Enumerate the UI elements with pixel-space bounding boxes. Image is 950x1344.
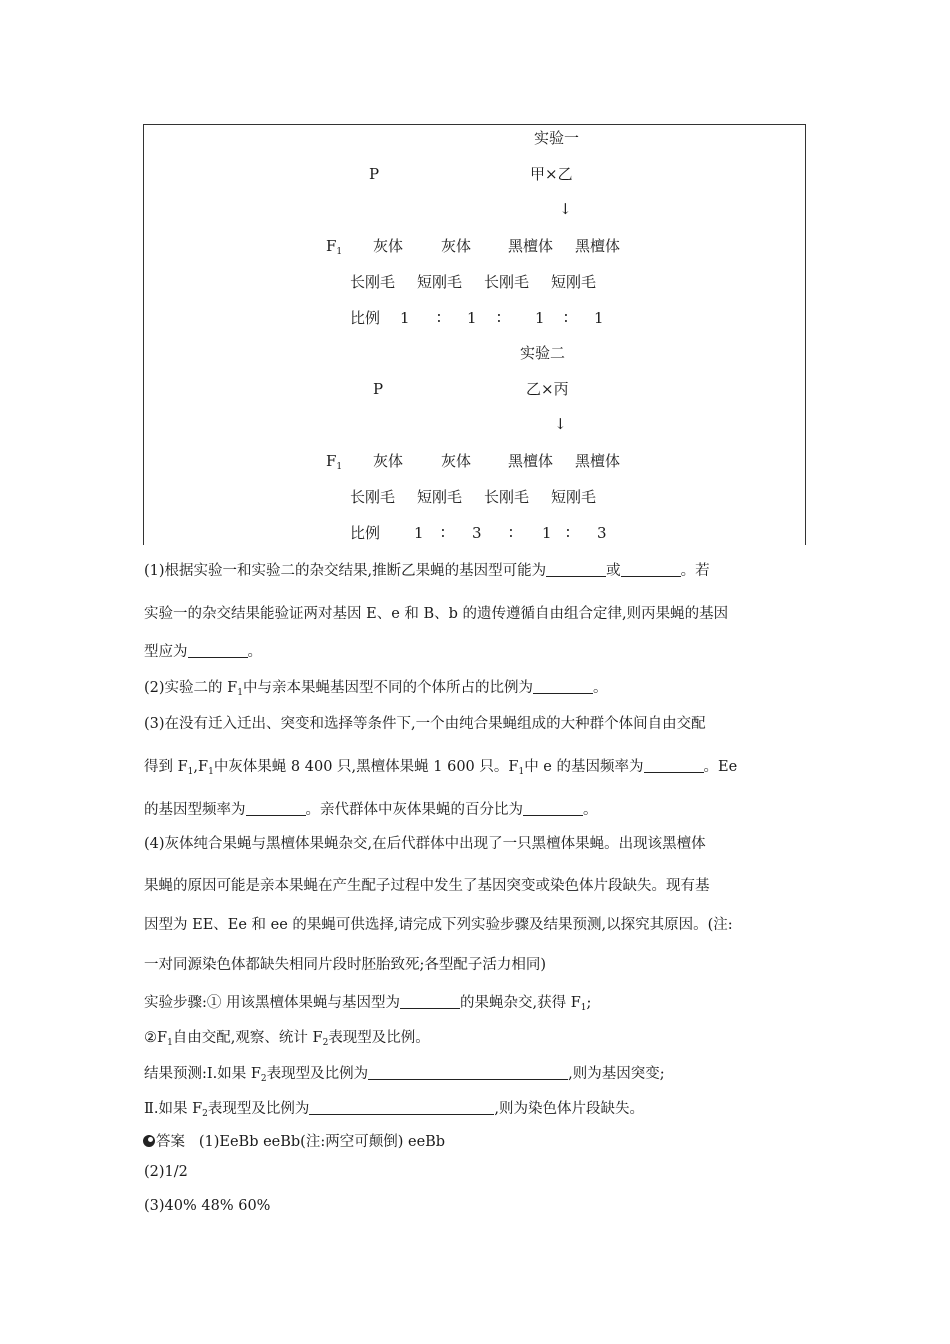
exp1-colon-3: ∶ <box>564 309 568 327</box>
question-2: (2)实验二的 $F_1$中与亲本果蝇基因型不同的个体所占的比例为 。 <box>144 680 608 698</box>
experiment-step-1: 实验步骤:① 用该黑檀体果蝇与基因型为 的果蝇杂交,获得 $F_1$; <box>144 995 592 1013</box>
exp2-ratio-2: 3 <box>472 524 482 542</box>
answer-3: (3)40% 48% 60% <box>144 1198 271 1214</box>
exp1-ratio-1: 1 <box>400 309 410 327</box>
exp1-bristle-3: 长刚毛 <box>484 273 530 291</box>
question-3-line-2: 得到 $F_1,F_1$中灰体果蝇 8 400 只,黑檀体果蝇 1 600 只。$F_1$中 e 的基因频率为 。Ee <box>144 759 738 777</box>
exp2-bristle-1: 长刚毛 <box>350 488 396 506</box>
answer-blank[interactable] <box>400 994 460 1009</box>
question-4-line-1: (4)灰体纯合果蝇与黑檀体果蝇杂交,在后代群体中出现了一只黑檀体果蝇。出现该黑檀体 <box>144 836 706 852</box>
exp2-ratio-4: 3 <box>597 524 607 542</box>
exp1-bristle-4: 短刚毛 <box>551 273 597 291</box>
question-3-line-1: (3)在没有迁入迁出、突变和选择等条件下,一个由纯合果蝇组成的大种群个体间自由交配 <box>144 716 706 732</box>
answer-blank[interactable] <box>368 1065 568 1080</box>
prediction-2: Ⅱ.如果 $F_2$表现型及比例为 ,则为染色体片段缺失。 <box>144 1101 644 1119</box>
exp1-bristle-1: 长刚毛 <box>350 273 396 291</box>
exp1-body-3: 黑檀体 <box>508 237 554 255</box>
exp1-cross: 甲×乙 <box>530 165 573 183</box>
answer-1: (1)EeBb eeBb(注:两空可颠倒) eeBb <box>198 1134 446 1150</box>
answer-label: 答案 <box>156 1134 185 1150</box>
answer-blank[interactable] <box>621 562 681 577</box>
answer-blank[interactable] <box>533 679 593 694</box>
exp2-body-4: 黑檀体 <box>575 452 621 470</box>
exp2-body-1: 灰体 <box>373 452 404 470</box>
answer-blank[interactable] <box>309 1100 494 1115</box>
exp1-bristle-2: 短刚毛 <box>417 273 463 291</box>
experiment-step-2: $②F_1$自由交配,观察、统计 $F_2$表现型及比例。 <box>144 1030 430 1048</box>
exp1-colon-2: ∶ <box>497 309 501 327</box>
exp1-colon-1: ∶ <box>437 309 441 327</box>
exp2-colon-3: ∶ <box>566 524 570 542</box>
exp1-p-label: P <box>369 165 380 183</box>
answer-blank[interactable] <box>546 562 606 577</box>
answer-icon <box>143 1135 155 1147</box>
answer-line-1 <box>143 1132 445 1152</box>
exp1-ratio-2: 1 <box>467 309 477 327</box>
question-1-line-1: (1)根据实验一和实验二的杂交结果,推断乙果蝇的基因型可能为 或 。若 <box>144 563 710 579</box>
exp2-ratio-label: 比例 <box>350 524 381 542</box>
exp2-ratio-1: 1 <box>414 524 424 542</box>
exp1-body-1: 灰体 <box>373 237 404 255</box>
exp2-colon-2: ∶ <box>509 524 513 542</box>
exp1-body-2: 灰体 <box>441 237 472 255</box>
exp2-colon-1: ∶ <box>441 524 445 542</box>
exp1-ratio-4: 1 <box>594 309 604 327</box>
exp2-body-3: 黑檀体 <box>508 452 554 470</box>
exp2-bristle-3: 长刚毛 <box>484 488 530 506</box>
prediction-1: 结果预测:Ⅰ.如果 $F_2$表现型及比例为 ,则为基因突变; <box>144 1066 665 1084</box>
question-4-line-3: 因型为 EE、Ee 和 ee 的果蝇可供选择,请完成下列实验步骤及结果预测,以探究其原因。(注: <box>144 917 733 933</box>
exp2-body-2: 灰体 <box>441 452 472 470</box>
question-1-line-2: 实验一的杂交结果能验证两对基因 E、e 和 B、b 的遗传遵循自由组合定律,则丙果蝇的基因 <box>144 606 729 622</box>
exp2-f1-label: $F_1$ <box>326 452 343 472</box>
exp2-bristle-4: 短刚毛 <box>551 488 597 506</box>
answer-blank[interactable] <box>644 758 704 773</box>
exp1-arrow: ↓ <box>559 200 572 218</box>
exp1-f1-label: $F_1$ <box>326 237 343 257</box>
exp1-body-4: 黑檀体 <box>575 237 621 255</box>
exp1-title: 实验一 <box>534 129 580 147</box>
question-4-line-2: 果蝇的原因可能是亲本果蝇在产生配子过程中发生了基因突变或染色体片段缺失。现有基 <box>144 878 710 894</box>
answer-blank[interactable] <box>246 801 306 816</box>
exp2-title: 实验二 <box>520 344 566 362</box>
question-3-line-3: 的基因型频率为 。亲代群体中灰体果蝇的百分比为 。 <box>144 802 598 818</box>
exp2-p-label: P <box>373 380 384 398</box>
question-4-line-4: 一对同源染色体都缺失相同片段时胚胎致死;各型配子活力相同) <box>144 957 547 973</box>
answer-blank[interactable] <box>188 643 248 658</box>
exp2-arrow: ↓ <box>554 415 567 433</box>
exp2-cross: 乙×丙 <box>526 380 569 398</box>
exp2-bristle-2: 短刚毛 <box>417 488 463 506</box>
answer-blank[interactable] <box>523 801 583 816</box>
question-1-line-3: 型应为 。 <box>144 644 262 660</box>
exp1-ratio-3: 1 <box>535 309 545 327</box>
exp2-ratio-3: 1 <box>542 524 552 542</box>
exp1-ratio-label: 比例 <box>350 309 381 327</box>
cross-diagram-box <box>143 124 806 545</box>
answer-2: (2)1/2 <box>144 1164 188 1180</box>
